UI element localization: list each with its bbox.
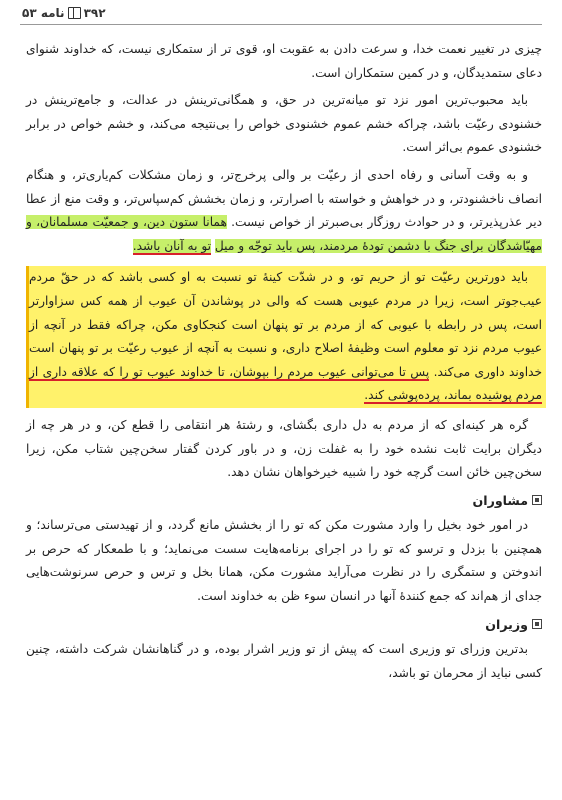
paragraph-4 (29, 266, 542, 408)
paragraph-1: چیزی در تغییر نعمت خدا، و سرعت دادن به عقوبت او، قوی تر از ستمکاری نیست، که خداوند شنوای دعای ستمدیدگان، و در کمین ستمکاران است. (26, 42, 542, 80)
page-body (26, 38, 542, 689)
section-heading-advisors (26, 489, 542, 513)
section-title-advisors: مشاوران (472, 492, 528, 508)
paragraph-4-text: باید دورترین رعیّت تو از حریم تو، و در شدّت کینهٔ تو نسبت به او کسی باشد که در حقّ مردم عیب‌جوتر است، زیرا در مردم عیوبی هست که والی در پوشاندن آن عیوب از همه کس سزاوارتر است، پس در رابطه با عیوبی که از مردم بر تو پنهان است کنجکاوی مکن، چراکه فقط در آنچه از عیوب مردم نزد تو معلوم است وظیفهٔ اصلاح داری، و نسبت به آنچه از عیوب رعیّت بر تو پنهان است خداوند داوری می‌کند. (29, 270, 543, 379)
section-title-ministers: وزیران (485, 616, 528, 632)
green-highlight-2: تو به آنان باشد. (132, 238, 212, 253)
section-heading-ministers (26, 613, 542, 637)
paragraph-5: گره هر کینه‌ای که از مردم به دل داری بگشای، و رشتهٔ هر انتقامی را قطع کن، و در هر چه از دیگران برایت ثابت نشده خود را به غفلت زن، و در باور کردن گفتار سخن‌چین شتاب مکن، زیرا سخن‌چین خائن است گرچه خود را شبیه خیرخواهان نشان دهد. (26, 417, 542, 480)
page-number: ۳۹۲ (83, 6, 106, 20)
green-highlight-1: همانا ستون دین، و جمعیّت مسلمانان، و مهیّاشدگان برای جنگ با دشمن تودهٔ مردمند، پس باید توجّه و میل (26, 215, 542, 253)
letter-label: نامه ۵۳ (22, 6, 65, 20)
square-bullet-icon (532, 495, 542, 505)
paragraph-ministers: بدترین وزرای تو وزیری است که پیش از تو وزیر اشرار بوده، و در گناهانشان شرکت داشته، چنین کسی نباید از محرمان تو باشد، (26, 642, 542, 680)
paragraph-2: باید محبوب‌ترین امور نزد تو میانه‌ترین در حق، و همگانی‌ترینش در عدالت، و جامع‌ترینش در خشنودی رعیّت باشد، چراکه خشم عموم خشنودی خواص را بی‌نتیجه می‌کند، و خشم خواص در برابر خشنودی عموم بی‌اثر است. (26, 93, 542, 155)
running-head (22, 6, 106, 20)
underlined-passage: پس تا می‌توانی عیوب مردم را بپوشان، تا خداوند عیوب تو را که علاقه داری از مردم پوشیده بماند، پرده‌پوشی کند. (29, 364, 542, 403)
book-icon (68, 7, 81, 19)
paragraph-advisors: در امور خود بخیل را وارد مشورت مکن که تو را از بخشش مانع گردد، و از تهیدستی می‌ترساند؛ و همچنین با بزدل و ترسو که تو را در اجرای برنامه‌هایت سست می‌نماید؛ و با طمعکار که حرص بر اندوختن و ستمگری را در نظرت می‌آراید مشورت مکن، همانا بخل و ترس و حرص سرنوشت‌هایی جدای از هم‌اند که جمع کنندهٔ آنها در انسان سوء ظن به خداوند است. (26, 518, 542, 604)
paragraph-3-text: و به وقت آسانی و رفاه احدی از رعیّت بر والی پرخرج‌تر، و زمان مشکلات کم‌یاری‌تر، و هنگام انصاف ناخشنودتر، و در خواهش و خواسته با اصرارتر، و زمان بخشش کم‌سپاس‌تر، و وقت منع از عطا دیر عذرپذیرتر، و در حوادث روزگار بی‌صبرتر از خواص نیست. (26, 167, 543, 230)
header-divider (20, 24, 542, 25)
yellow-highlight-block (26, 266, 546, 408)
paragraph-3 (26, 164, 542, 258)
square-bullet-icon (532, 619, 542, 629)
